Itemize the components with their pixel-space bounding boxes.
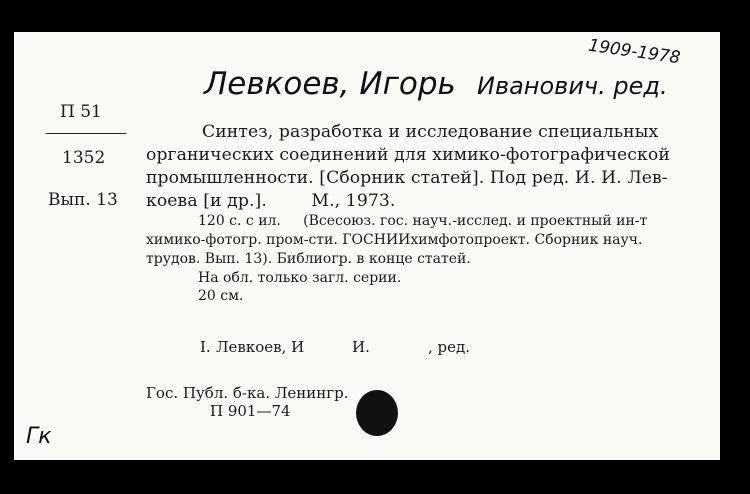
catalog-card [14, 32, 720, 460]
library-stamp-line1: Гос. Публ. б-ка. Ленингр. [146, 384, 349, 402]
description-line: трудов. Вып. 13). Библиогр. в конце статей. [146, 251, 471, 267]
call-number-volume: Вып. 13 [48, 190, 118, 210]
added-entry-name: Левкоев, И [216, 338, 305, 356]
title-line: органических соединений для химико-фотографической [146, 145, 670, 165]
handwritten-years: 1909-1978 [587, 35, 682, 69]
handwritten-author-name: Левкоев, Игорь [204, 66, 456, 102]
corner-mark: Гк [26, 424, 52, 449]
added-entry-initial: И. [352, 338, 370, 356]
handwritten-patronymic: Иванович. ред. [477, 72, 668, 100]
title-line: коева [и др.]. М., 1973. [146, 191, 396, 211]
call-number-divider [46, 133, 126, 134]
added-entry-roman: I. [200, 338, 211, 356]
description-line: На обл. только загл. серии. [198, 270, 402, 286]
library-stamp-line2: П 901—74 [210, 402, 291, 420]
title-line: промышленности. [Сборник статей]. Под ред. И. И. Лев- [146, 168, 668, 188]
call-number-number: 1352 [62, 148, 106, 168]
description-line: 120 с. с ил. (Всесоюз. гос. науч.-исслед. и проектный ин-т [198, 213, 648, 229]
description-line: химико-фотогр. пром-сти. ГОСНИИхимфотопроект. Сборник науч. [146, 232, 643, 248]
ink-blot [356, 390, 398, 436]
added-entry-role: , ред. [428, 338, 471, 356]
description-line: 20 см. [198, 288, 244, 304]
call-number-code: П 51 [60, 102, 102, 122]
title-line: Синтез, разработка и исследование специальных [202, 122, 659, 142]
